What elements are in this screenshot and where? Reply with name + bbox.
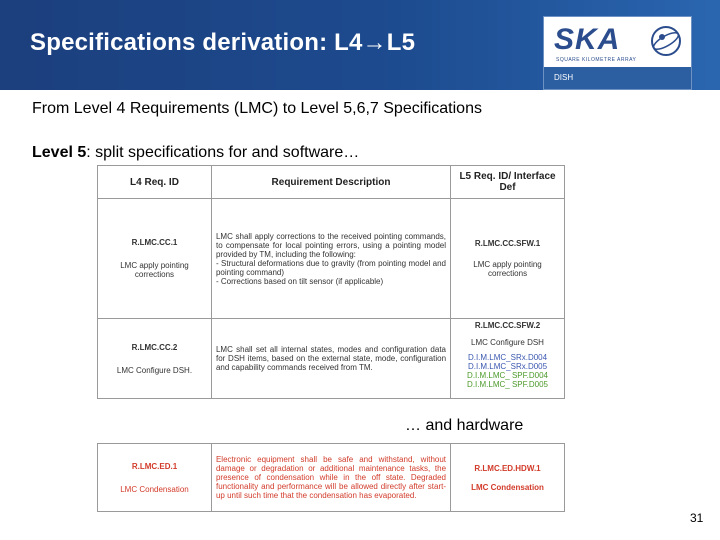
interface-ref: D.I.M.LMC_SRx.D005: [467, 362, 548, 371]
l5-req-id: R.LMC.ED.HDW.1: [474, 463, 541, 473]
header-l5-id: L5 Req. ID/ Interface Def: [451, 166, 565, 199]
subtitle: From Level 4 Requirements (LMC) to Level 5,6,7 Specifications: [32, 100, 482, 117]
l5-req-label: LMC apply pointing corrections: [473, 260, 542, 278]
description-line: LMC shall apply corrections to the received pointing commands, to compensate for local pointing errors, using a pointing model provided by TM, including the following:: [215, 231, 447, 259]
l5-req-label: LMC Configure DSH: [471, 338, 544, 347]
interface-ref: D.I.M.LMC_ SPF.D004: [467, 371, 548, 380]
logo-text: SKA: [554, 23, 621, 56]
l4-req-label: LMC Condensation: [120, 484, 189, 494]
description-cell: [211, 199, 450, 319]
l5-req-id: R.LMC.CC.SFW.1: [474, 239, 541, 248]
hardware-label: … and hardware: [405, 417, 524, 434]
l4-req-id: R.LMC.CC.2: [131, 342, 178, 352]
description-line: LMC shall set all internal states, modes and configuration data for DSH items, based on the external state, mode, configuration and capability commands received from TM.: [215, 345, 447, 372]
logo-subtext: SQUARE KILOMETRE ARRAY: [556, 57, 637, 63]
l4-req-label: LMC Configure DSH.: [116, 365, 193, 375]
header-l4-id: L4 Req. ID: [98, 166, 212, 199]
description-line: - Corrections based on tilt sensor (if applicable): [215, 276, 384, 286]
logo-panel: [544, 17, 691, 67]
level-heading-bold: Level 5: [32, 144, 87, 161]
level-heading: [32, 144, 359, 162]
l4-req-id: R.LMC.CC.1: [131, 238, 178, 247]
page-title: Specifications derivation: L4→L5: [30, 29, 416, 56]
ska-logo: [543, 16, 692, 90]
l4-cell: [98, 444, 212, 512]
interface-ref: D.I.M.LMC_ SPF.D005: [467, 380, 548, 389]
l4-req-label: LMC apply pointing corrections: [120, 261, 189, 279]
l5-cell: [451, 199, 565, 319]
page-number: 31: [690, 511, 704, 525]
l4-cell: [98, 199, 212, 319]
table-row: [98, 444, 565, 512]
hardware-requirements-table: [97, 443, 565, 512]
table-row: [98, 319, 565, 399]
l5-cell: [451, 319, 565, 399]
level-heading-rest: : split specifications for and software…: [86, 144, 360, 161]
software-requirements-table: [97, 165, 565, 399]
l4-cell: [98, 319, 212, 399]
l5-req-label: LMC Condensation: [471, 482, 544, 492]
description-cell: Electronic equipment shall be safe and withstand, without damage or degradation or additional maintenance tasks, the presence of condensation while in the off state. Degraded functionality and performance will be allowed directly after start-up until such time that the condensation has evaporated.: [211, 444, 450, 512]
globe-icon: [648, 23, 684, 59]
l5-req-id: R.LMC.CC.SFW.2: [474, 321, 541, 330]
l4-req-id: R.LMC.ED.1: [131, 461, 178, 471]
description-line: - Structural deformations due to gravity (from pointing model and pointing command): [215, 258, 447, 277]
logo-dsh-label: DISH: [554, 73, 574, 82]
table-row: [98, 199, 565, 319]
table-header-row: [98, 166, 565, 199]
header-description: Requirement Description: [211, 166, 450, 199]
l5-cell: [451, 444, 565, 512]
interface-ref: D.I.M.LMC_SRx.D004: [467, 353, 548, 362]
description-cell: [211, 319, 450, 399]
